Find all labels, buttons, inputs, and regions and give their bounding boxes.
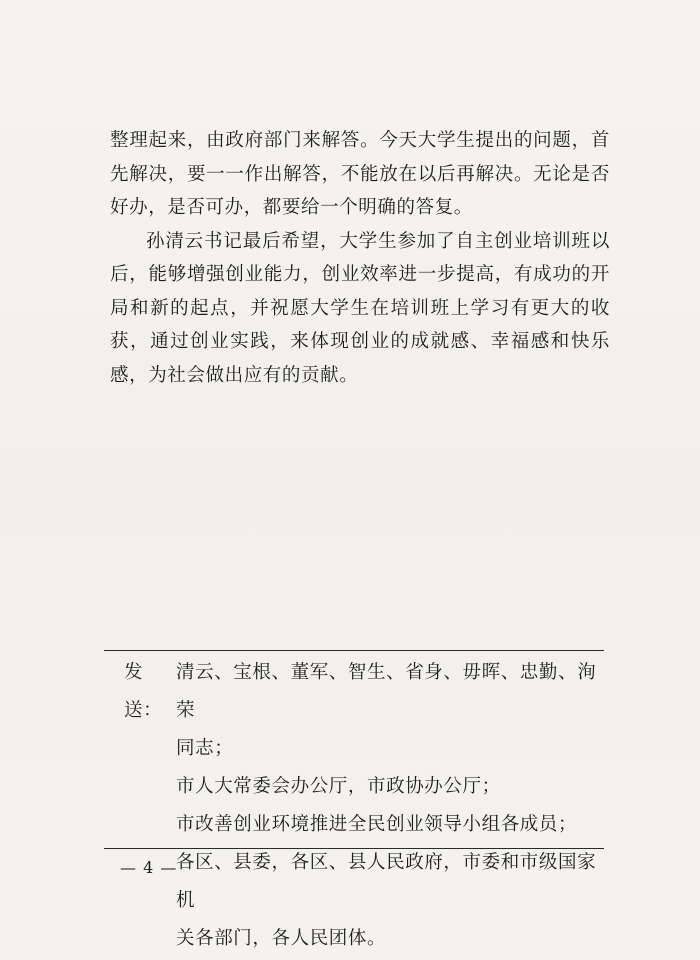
- distribution-line-4: 市改善创业环境推进全民创业领导小组各成员；: [176, 814, 578, 835]
- distribution-label: 发送：: [124, 662, 163, 721]
- distribution-line-3: 市人大常委会办公厅，市政协办公厅；: [176, 776, 501, 797]
- page-number: — 4 —: [120, 858, 178, 877]
- body-text: [110, 124, 610, 392]
- distribution-top-rule: [104, 650, 604, 651]
- distribution-line-6: 关各部门，各人民团体。: [176, 928, 387, 949]
- distribution-line-1: 清云、宝根、董军、智生、省身、毋晖、忠勤、洵荣: [176, 662, 597, 721]
- body-paragraph-1: 整理起来，由政府部门来解答。今天大学生提出的问题，首先解决，要一一作出解答，不能放在以后再解决。无论是否好办，是否可办，都要给一个明确的答复。: [110, 130, 610, 218]
- distribution-row-1: [124, 654, 604, 730]
- distribution-block: [124, 654, 604, 958]
- distribution-bottom-rule: [104, 848, 604, 849]
- distribution-line-5: 各区、县委，各区、县人民政府，市委和市级国家机: [176, 852, 597, 911]
- distribution-line-2: 同志；: [176, 738, 234, 759]
- body-paragraph-2: 孙清云书记最后希望，大学生参加了自主创业培训班以后，能够增强创业能力，创业效率进一步提高，有成功的开局和新的起点，并祝愿大学生在培训班上学习有更大的收获，通过创业实践，来体现创业的成就感、幸福感和快乐感，为社会做出应有的贡献。: [110, 230, 610, 386]
